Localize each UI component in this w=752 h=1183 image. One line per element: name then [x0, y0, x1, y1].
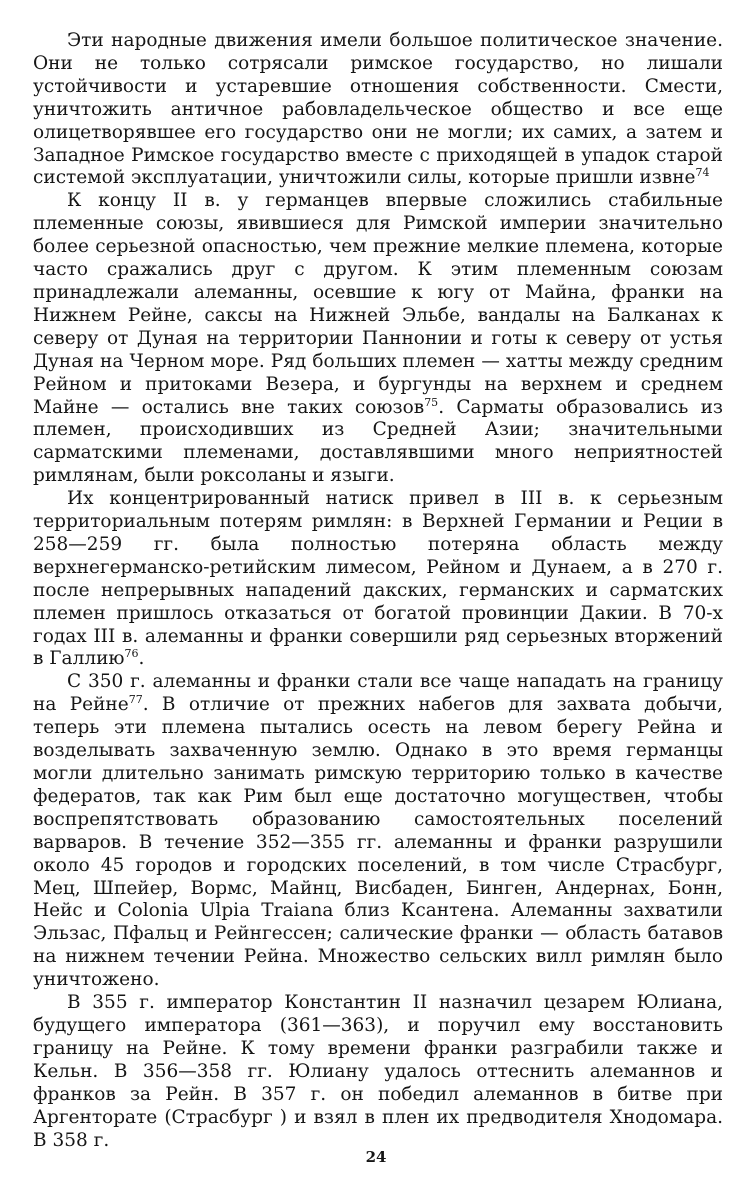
- paragraph: [33, 190, 723, 488]
- paragraph: [33, 992, 723, 1152]
- paragraph-text: Эти народные движения имели большое политическое значение. Они не только сотрясали римское государство, но лишали устойчивости и устаревшие отношения собственности. Смести, уничтожить античное рабовладельческое общество и все еще олицетворявшее его государство они не могли; их самих, а затем и Западное Римское государство вместе с приходящей в упадок старой системой эксплуатации, уничтожили силы, которые пришли извне: [33, 30, 723, 189]
- paragraph: [33, 671, 723, 992]
- footnote-ref[interactable]: 74: [695, 166, 710, 180]
- footnote-ref[interactable]: 75: [424, 395, 439, 409]
- paragraph-text: Их концентрированный натиск привел в III в. к серьезным территориальным потерям римлян: в Верхней Германии и Реции в 258—259 гг. была полностью потеряна область между верхнегерманско-ретийским лимесом, Рейном и Дунаем, а в 270 г. после непрерывных нападений дакских, германских и сарматских племен пришлось отказаться от богатой провинции Дакии. В 70-х годах III в. алеманны и франки совершили ряд серьезных вторжений в Галлию: [33, 488, 723, 670]
- page-number: 24: [365, 1148, 387, 1166]
- paragraph: [33, 488, 723, 671]
- paragraph-text: . Сарматы образовались из племен, происходивших из Средней Азии; значительными сарматскими племенами, доставлявшими много неприятностей римлянам, были роксоланы и языги.: [33, 396, 724, 487]
- paragraph-text: С 350 г. алеманны и франки стали все чаще нападать на границу на Рейне: [33, 671, 723, 716]
- footnote-ref[interactable]: 76: [124, 647, 139, 661]
- paragraph-text: К концу II в. у германцев впервые сложились стабильные племенные союзы, явившиеся для Римской империи значительно более серьезной опасностью, чем прежние мелкие племена, которые часто сражались друг с другом. К этим племенным союзам принадлежали алеманны, осевшие к югу от Майна, франки на Нижнем Рейне, саксы на Нижней Эльбе, вандалы на Балканах к северу от Дуная на территории Паннонии и готы к северу от устья Дуная на Черном море. Ряд больших племен — хатты между средним Рейном и притоками Везера, и бургунды на верхнем и среднем Майне — остались вне таких союзов: [33, 190, 723, 418]
- page-body: [33, 30, 723, 1152]
- paragraph-text: В 355 г. император Константин II назначил цезарем Юлиана, будущего императора (361—363), и поручил ему восстановить границу на Рейне. К тому времени франки разграбили также и Кельн. В 356—358 гг. Юлиану удалось оттеснить алеманнов и франков за Рейн. В 357 г. он победил алеманнов в битве при Аргенторате (Страсбург ) и взял в плен их предводителя Хнодомара. В 358 г.: [33, 992, 723, 1151]
- paragraph-text: . В отличие от прежних набегов для захвата добычи, теперь эти племена пытались осесть на левом берегу Рейна и возделывать захваченную землю. Однако в это время германцы могли длительно занимать римскую территорию только в качестве федератов, так как Рим был еще достаточно могуществен, чтобы воспрепятствовать образованию самостоятельных поселений варваров. В течение 352—355 гг. алеманны и франки разрушили около 45 городов и городских поселений, в том числе Страсбург, Мец, Шпейер, Вормс, Майнц, Висбаден, Бинген, Андернах, Бонн, Нейс и Colonia Ulpia Traiana близ Ксантена. Алеманны захватили Эльзас, Пфальц и Рейнгессен; салические франки — область батавов на нижнем течении Рейна. Множество сельских вилл римлян было уничтожено.: [33, 694, 723, 991]
- paragraph: [33, 30, 723, 190]
- footnote-ref[interactable]: 77: [128, 693, 143, 707]
- paragraph-text: .: [138, 648, 145, 670]
